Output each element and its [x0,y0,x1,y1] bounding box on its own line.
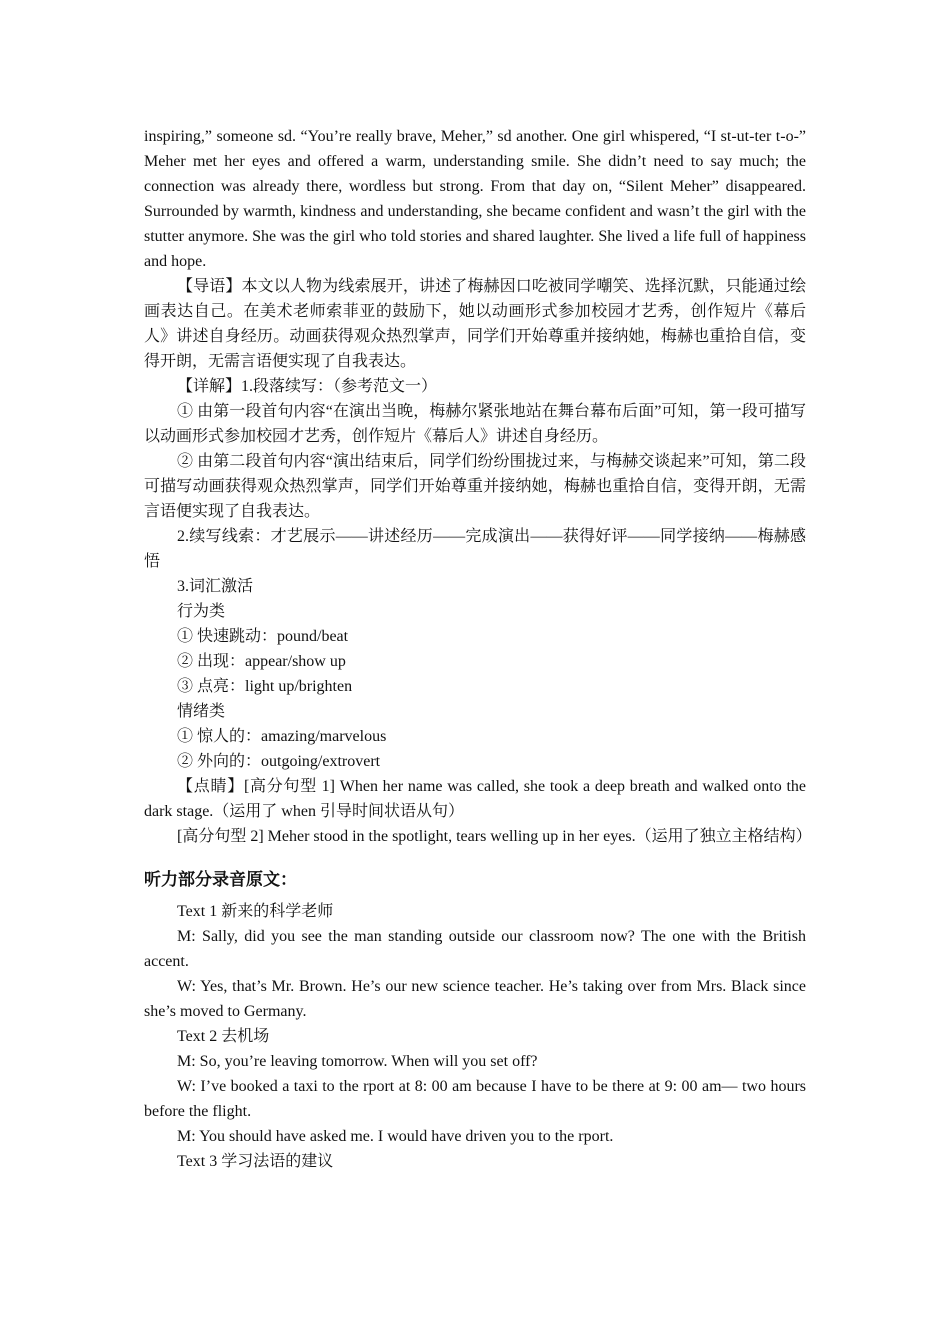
vocab-category-action: 行为类 [177,603,226,620]
text2-line-m1: M: So, you’re leaving tomorrow. When will you set off? [177,1053,538,1070]
text2-title: Text 2 去机场 [177,1028,270,1045]
text1-line-w: W: Yes, that’s Mr. Brown. He’s our new science teacher. He’s taking over from Mrs. Black since she’s moved to Germany. [144,978,806,1020]
dianjing-sentence-2: [高分句型 2] Meher stood in the spotlight, tears welling up in her eyes.（运用了独立主格结构） [177,828,812,845]
vocab-item: ② 出现：appear/show up [177,653,346,670]
vocab-category-emotion: 情绪类 [177,703,226,720]
analysis-point-2: ② 由第二段首句内容“演出结束后，同学们纷纷围拢过来，与梅赫交谈起来”可知，第二段可描写动画获得观众热烈掌声，同学们开始尊重并接纳她，梅赫也重拾自信，变得开朗，无需言语便实现了自我表达。 [144,453,806,520]
listening-heading: 听力部分录音原文： [144,870,297,890]
text2-line-m2: M: You should have asked me. I would have driven you to the rport. [177,1128,614,1145]
text2-line-w: W: I’ve booked a taxi to the rport at 8: 00 am because I have to be there at 9: 00 am— two hours before the flight. [144,1078,806,1120]
text3-title: Text 3 学习法语的建议 [177,1153,334,1170]
xiangjie-title: 【详解】1.段落续写：（参考范文一） [177,378,438,395]
vocab-item: ① 惊人的：amazing/marvelous [177,728,387,745]
document-body [144,124,812,1174]
analysis-point-1: ① 由第一段首句内容“在演出当晚，梅赫尔紧张地站在舞台幕布后面”可知，第一段可描写以动画形式参加校园才艺秀，创作短片《幕后人》讲述自身经历。 [144,403,806,445]
text1-title: Text 1 新来的科学老师 [177,903,334,920]
vocab-item: ③ 点亮：light up/brighten [177,678,353,695]
text1-line-m: M: Sally, did you see the man standing outside our classroom now? The one with the British accent. [144,928,806,970]
vocab-title: 3.词汇激活 [177,578,254,595]
dianjing-sentence-1: 【点睛】[高分句型 1] When her name was called, she took a deep breath and walked onto the dark stage.（运用了 when 引导时间状语从句） [144,778,806,820]
vocab-item: ① 快速跳动：pound/beat [177,628,349,645]
daoyu-paragraph: 【导语】本文以人物为线索展开，讲述了梅赫因口吃被同学嘲笑、选择沉默，只能通过绘画表达自己。在美术老师索菲亚的鼓励下，她以动画形式参加校园才艺秀，创作短片《幕后人》讲述自身经历。动画获得观众热烈掌声，同学们开始尊重并接纳她，梅赫也重拾自信，变得开朗，无需言语便实现了自我表达。 [144,278,806,370]
story-ending-paragraph: inspiring,” someone sd. “You’re really brave, Meher,” sd another. One girl whispered, “I st-ut-ter t-o-” Meher met her eyes and offered a warm, understanding smile. She didn’t need to say much; the connection was already there, wordless but strong. From that day on, “Silent Meher” disappeared. Surrounded by warmth, kindness and understanding, she became confident and wasn’t the girl with the stutter anymore. She was the girl who told stories and shared laughter. She lived a life full of happiness and hope. [144,128,806,270]
vocab-item: ② 外向的：outgoing/extrovert [177,753,381,770]
writing-clue: 2.续写线索：才艺展示——讲述经历——完成演出——获得好评——同学接纳——梅赫感悟 [144,528,806,570]
